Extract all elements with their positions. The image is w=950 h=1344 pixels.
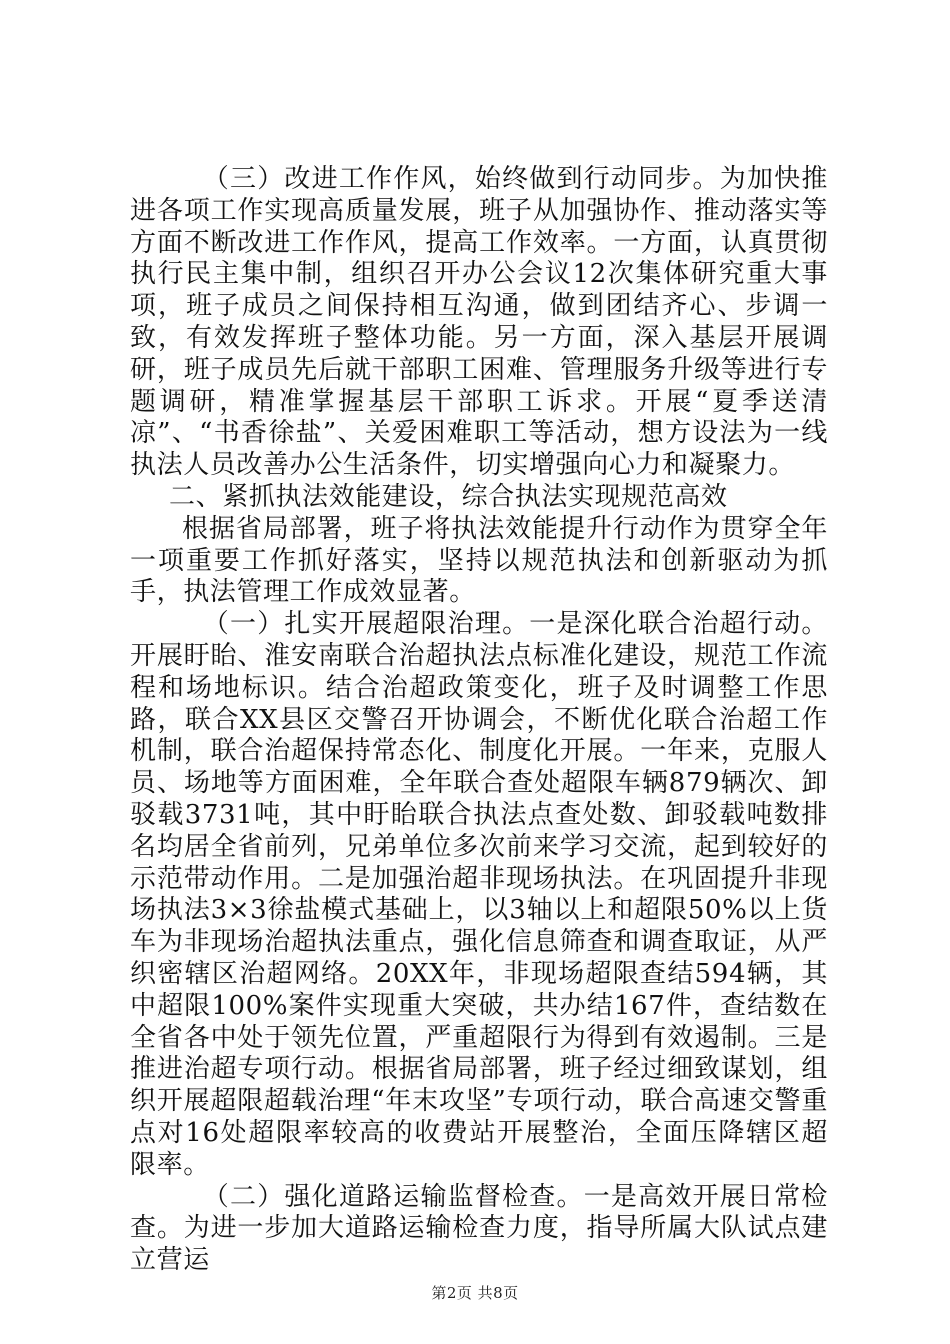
section-heading-enforcement: 二、紧抓执法效能建设，综合执法实现规范高效 (169, 481, 728, 512)
paragraph-transport-inspection: （二）强化道路运输监督检查。一是高效开展日常检查。为进一步加大道路运输检查力度，指导所属大队试点建立营运 (130, 1181, 828, 1276)
paragraph-enforcement-intro: 根据省局部署，班子将执法效能提升行动作为贯穿全年一项重要工作抓好落实，坚持以规范执法和创新驱动为抓手，执法管理工作成效显著。 (130, 513, 828, 608)
paragraph-overload-control: （一）扎实开展超限治理。一是深化联合治超行动。开展盱眙、淮安南联合治超执法点标准化建设，规范工作流程和场地标识。结合治超政策变化，班子及时调整工作思路，联合XX县区交警召开协调会，不断优化联合治超工作机制，联合治超保持常态化、制度化开展。一年来，克服人员、场地等方面困难，全年联合查处超限车辆879辆次、卸驳载3731吨，其中盱眙联合执法点查处数、卸驳载吨数排名均居全省前列，兄弟单位多次前来学习交流，起到较好的示范带动作用。二是加强治超非现场执法。在巩固提升非现场执法3×3徐盐模式基础上，以3轴以上和超限50%以上货车为非现场治超执法重点，强化信息筛查和调查取证，从严织密辖区治超网络。20XX年，非现场超限查结594辆，其中超限100%案件实现重大突破，共办结167件，查结数在全省各中处于领先位置，严重超限行为得到有效遏制。三是推进治超专项行动。根据省局部署，班子经过细致谋划，组织开展超限超载治理“年末攻坚”专项行动，联合高速交警重点对16处超限率较高的收费站开展整治，全面压降辖区超限率。 (130, 609, 828, 1180)
document-body (130, 164, 828, 1277)
page-number: 第2页 共8页 (431, 1284, 519, 1302)
paragraph-work-style: （三）改进工作作风，始终做到行动同步。为加快推进各项工作实现高质量发展，班子从加强协作、推动落实等方面不断改进工作作风，提高工作效率。一方面，认真贯彻执行民主集中制，组织召开办公会议12次集体研究重大事项，班子成员之间保持相互沟通，做到团结齐心、步调一致，有效发挥班子整体功能。另一方面，深入基层开展调研，班子成员先后就干部职工困难、管理服务升级等进行专题调研，精准掌握基层干部职工诉求。开展“夏季送清凉”、“书香徐盐”、关爱困难职工等活动，想方设法为一线执法人员改善办公生活条件，切实增强向心力和凝聚力。 (130, 164, 828, 481)
